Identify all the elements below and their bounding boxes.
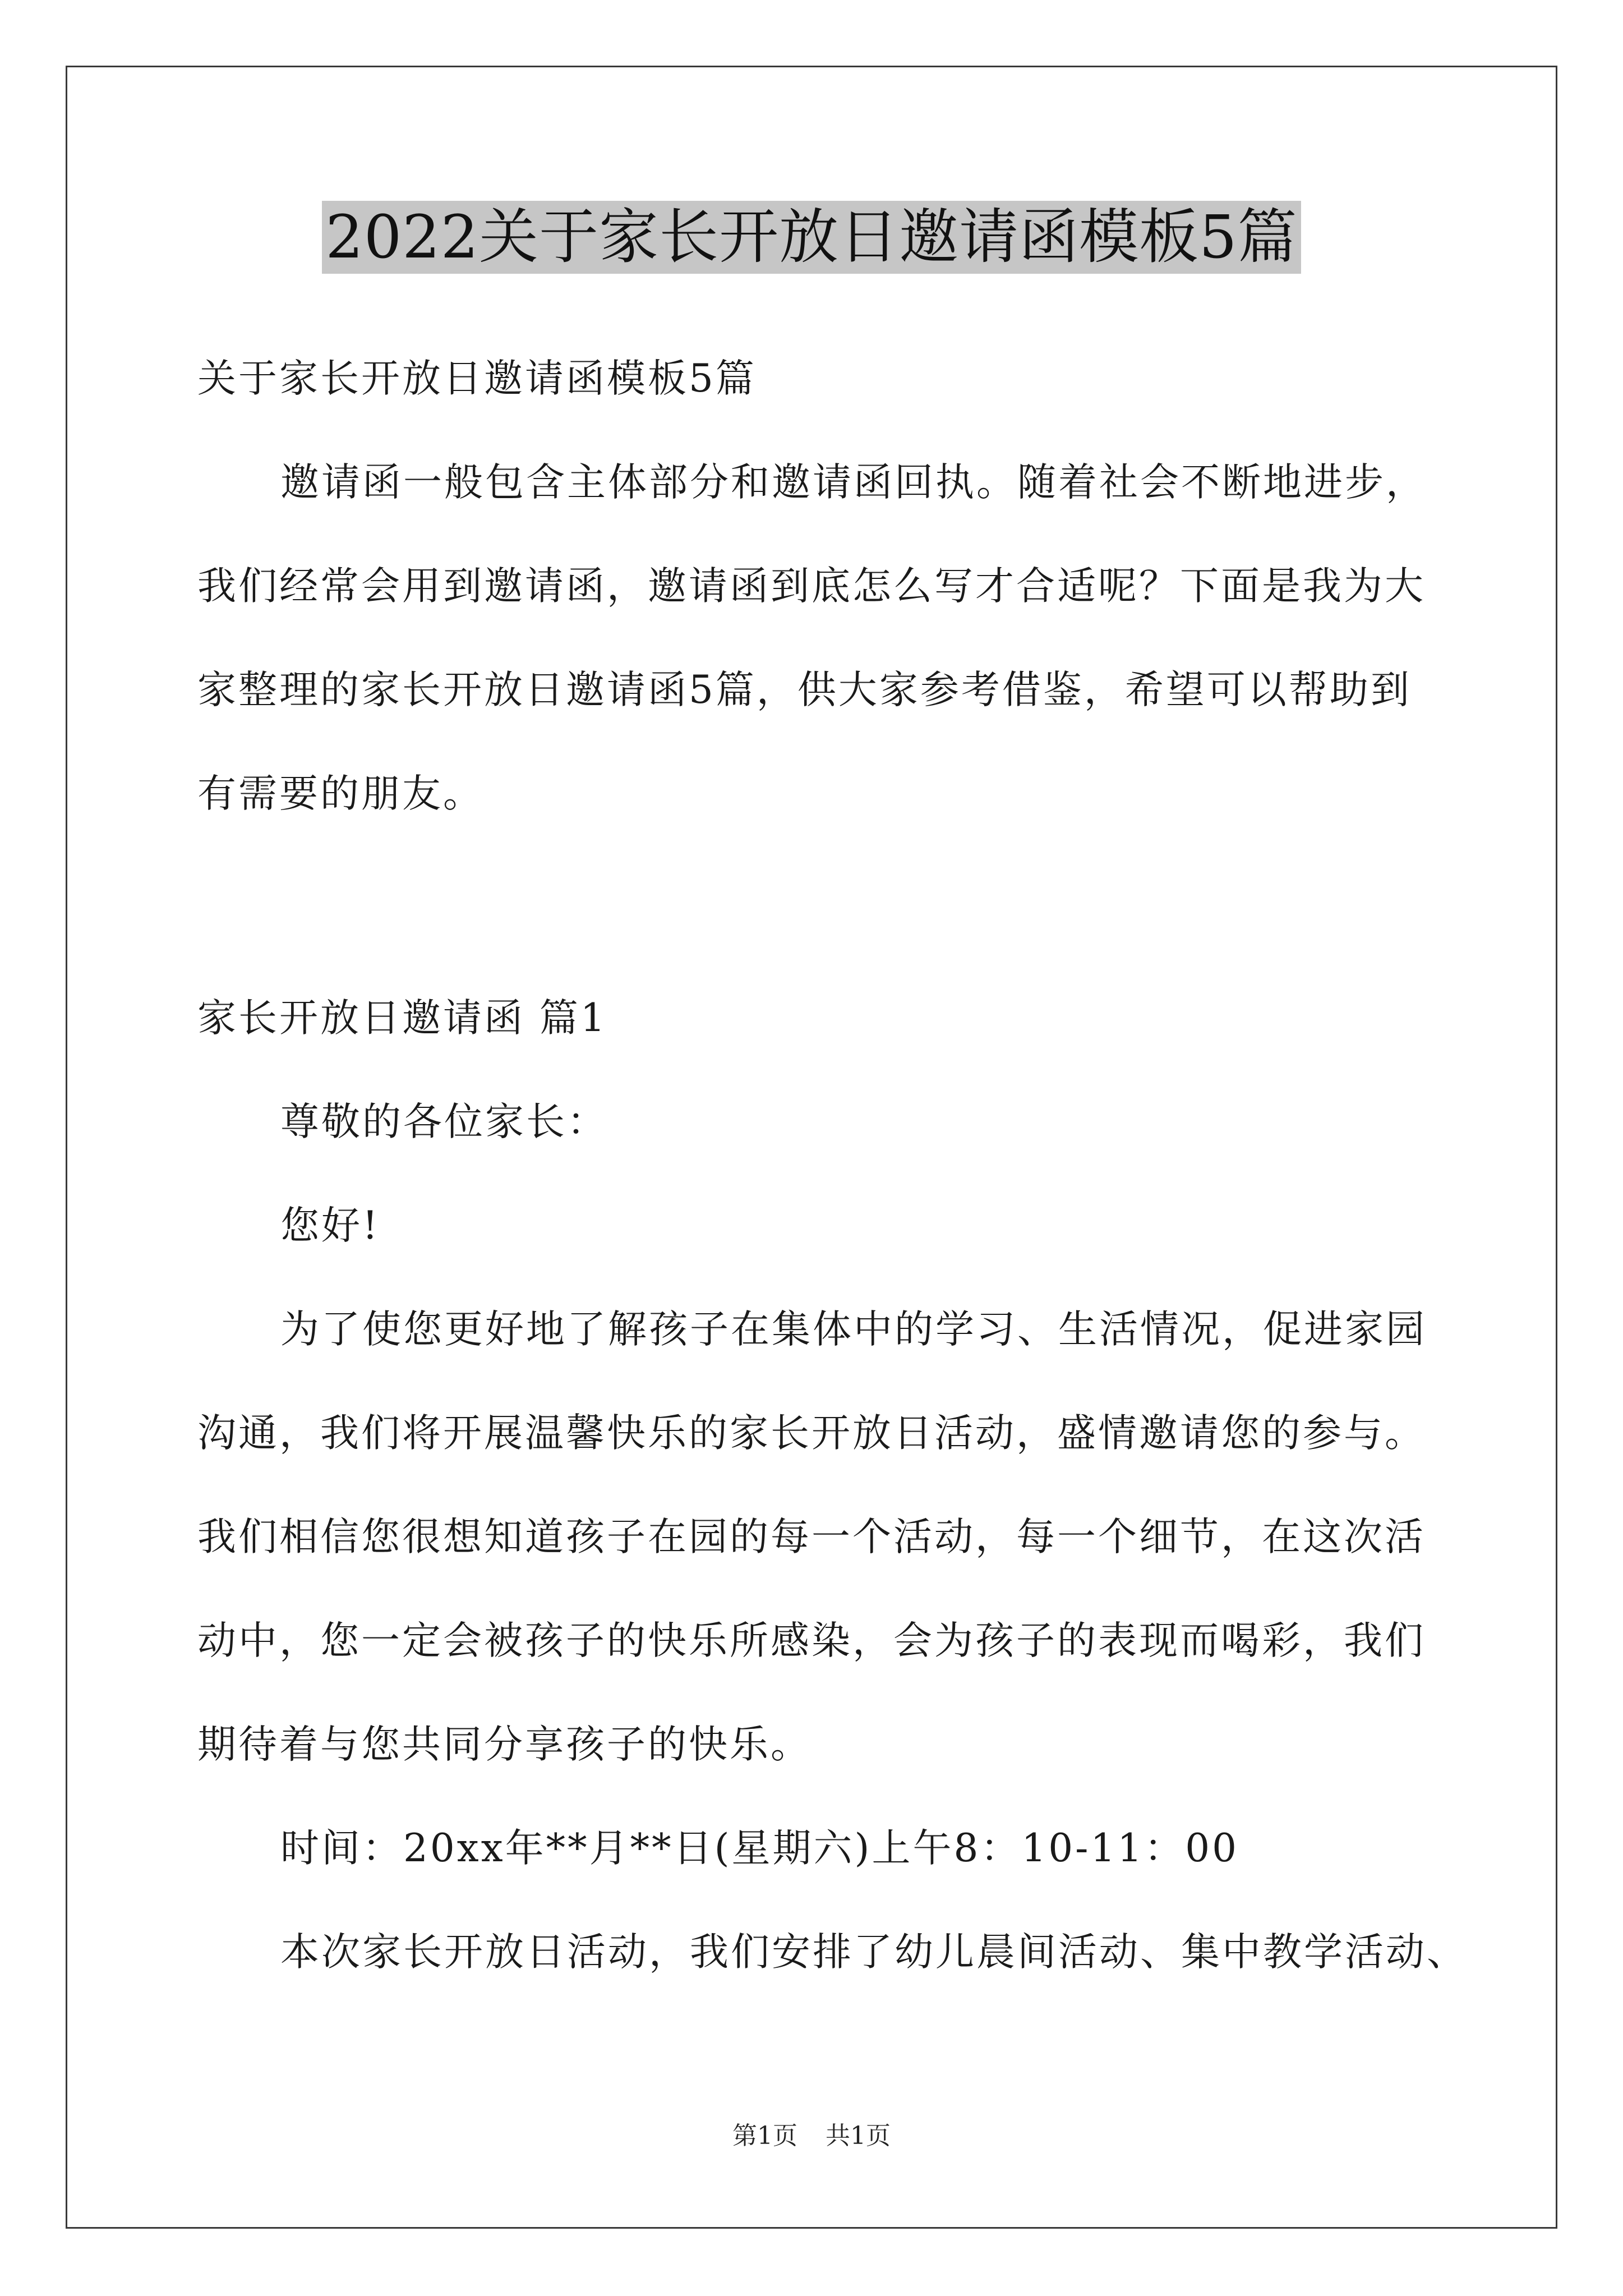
title-container [0,201,1623,274]
body-line-3: 我们相信您很想知道孩子在园的每一个活动，每一个细节，在这次活 [197,1515,1426,1559]
body-line-2: 沟通，我们将开展温馨快乐的家长开放日活动，盛情邀请您的参与。 [197,1411,1426,1456]
activity-line: 本次家长开放日活动，我们安排了幼儿晨间活动、集中教学活动、 [280,1930,1468,1975]
intro-line-1: 邀请函一般包含主体部分和邀请函回执。随着社会不断地进步， [280,460,1427,505]
intro-line-3: 家整理的家长开放日邀请函5篇，供大家参考借鉴，希望可以帮助到 [197,668,1412,712]
page-number: 第1页 [732,2122,797,2150]
body-line-4: 动中，您一定会被孩子的快乐所感染，会为孩子的表现而喝彩，我们 [197,1618,1426,1663]
salutation: 尊敬的各位家长： [280,1099,608,1144]
intro-line-4: 有需要的朋友。 [197,771,484,816]
section-heading: 家长开放日邀请函 篇1 [197,996,607,1041]
greeting: 您好! [280,1203,380,1248]
body-line-5: 期待着与您共同分享孩子的快乐。 [197,1722,811,1767]
document-title: 2022关于家长开放日邀请函模板5篇 [322,201,1301,274]
time-line: 时间：20xx年**月**日(星期六)上午8：10-11：00 [280,1826,1239,1871]
body-line-1: 为了使您更好地了解孩子在集体中的学习、生活情况，促进家园 [280,1307,1427,1352]
document-subtitle: 关于家长开放日邀请函模板5篇 [197,356,757,401]
intro-line-2: 我们经常会用到邀请函，邀请函到底怎么写才合适呢？下面是我为大 [197,564,1426,609]
page-total: 共1页 [826,2122,891,2150]
page-footer [0,2119,1623,2153]
